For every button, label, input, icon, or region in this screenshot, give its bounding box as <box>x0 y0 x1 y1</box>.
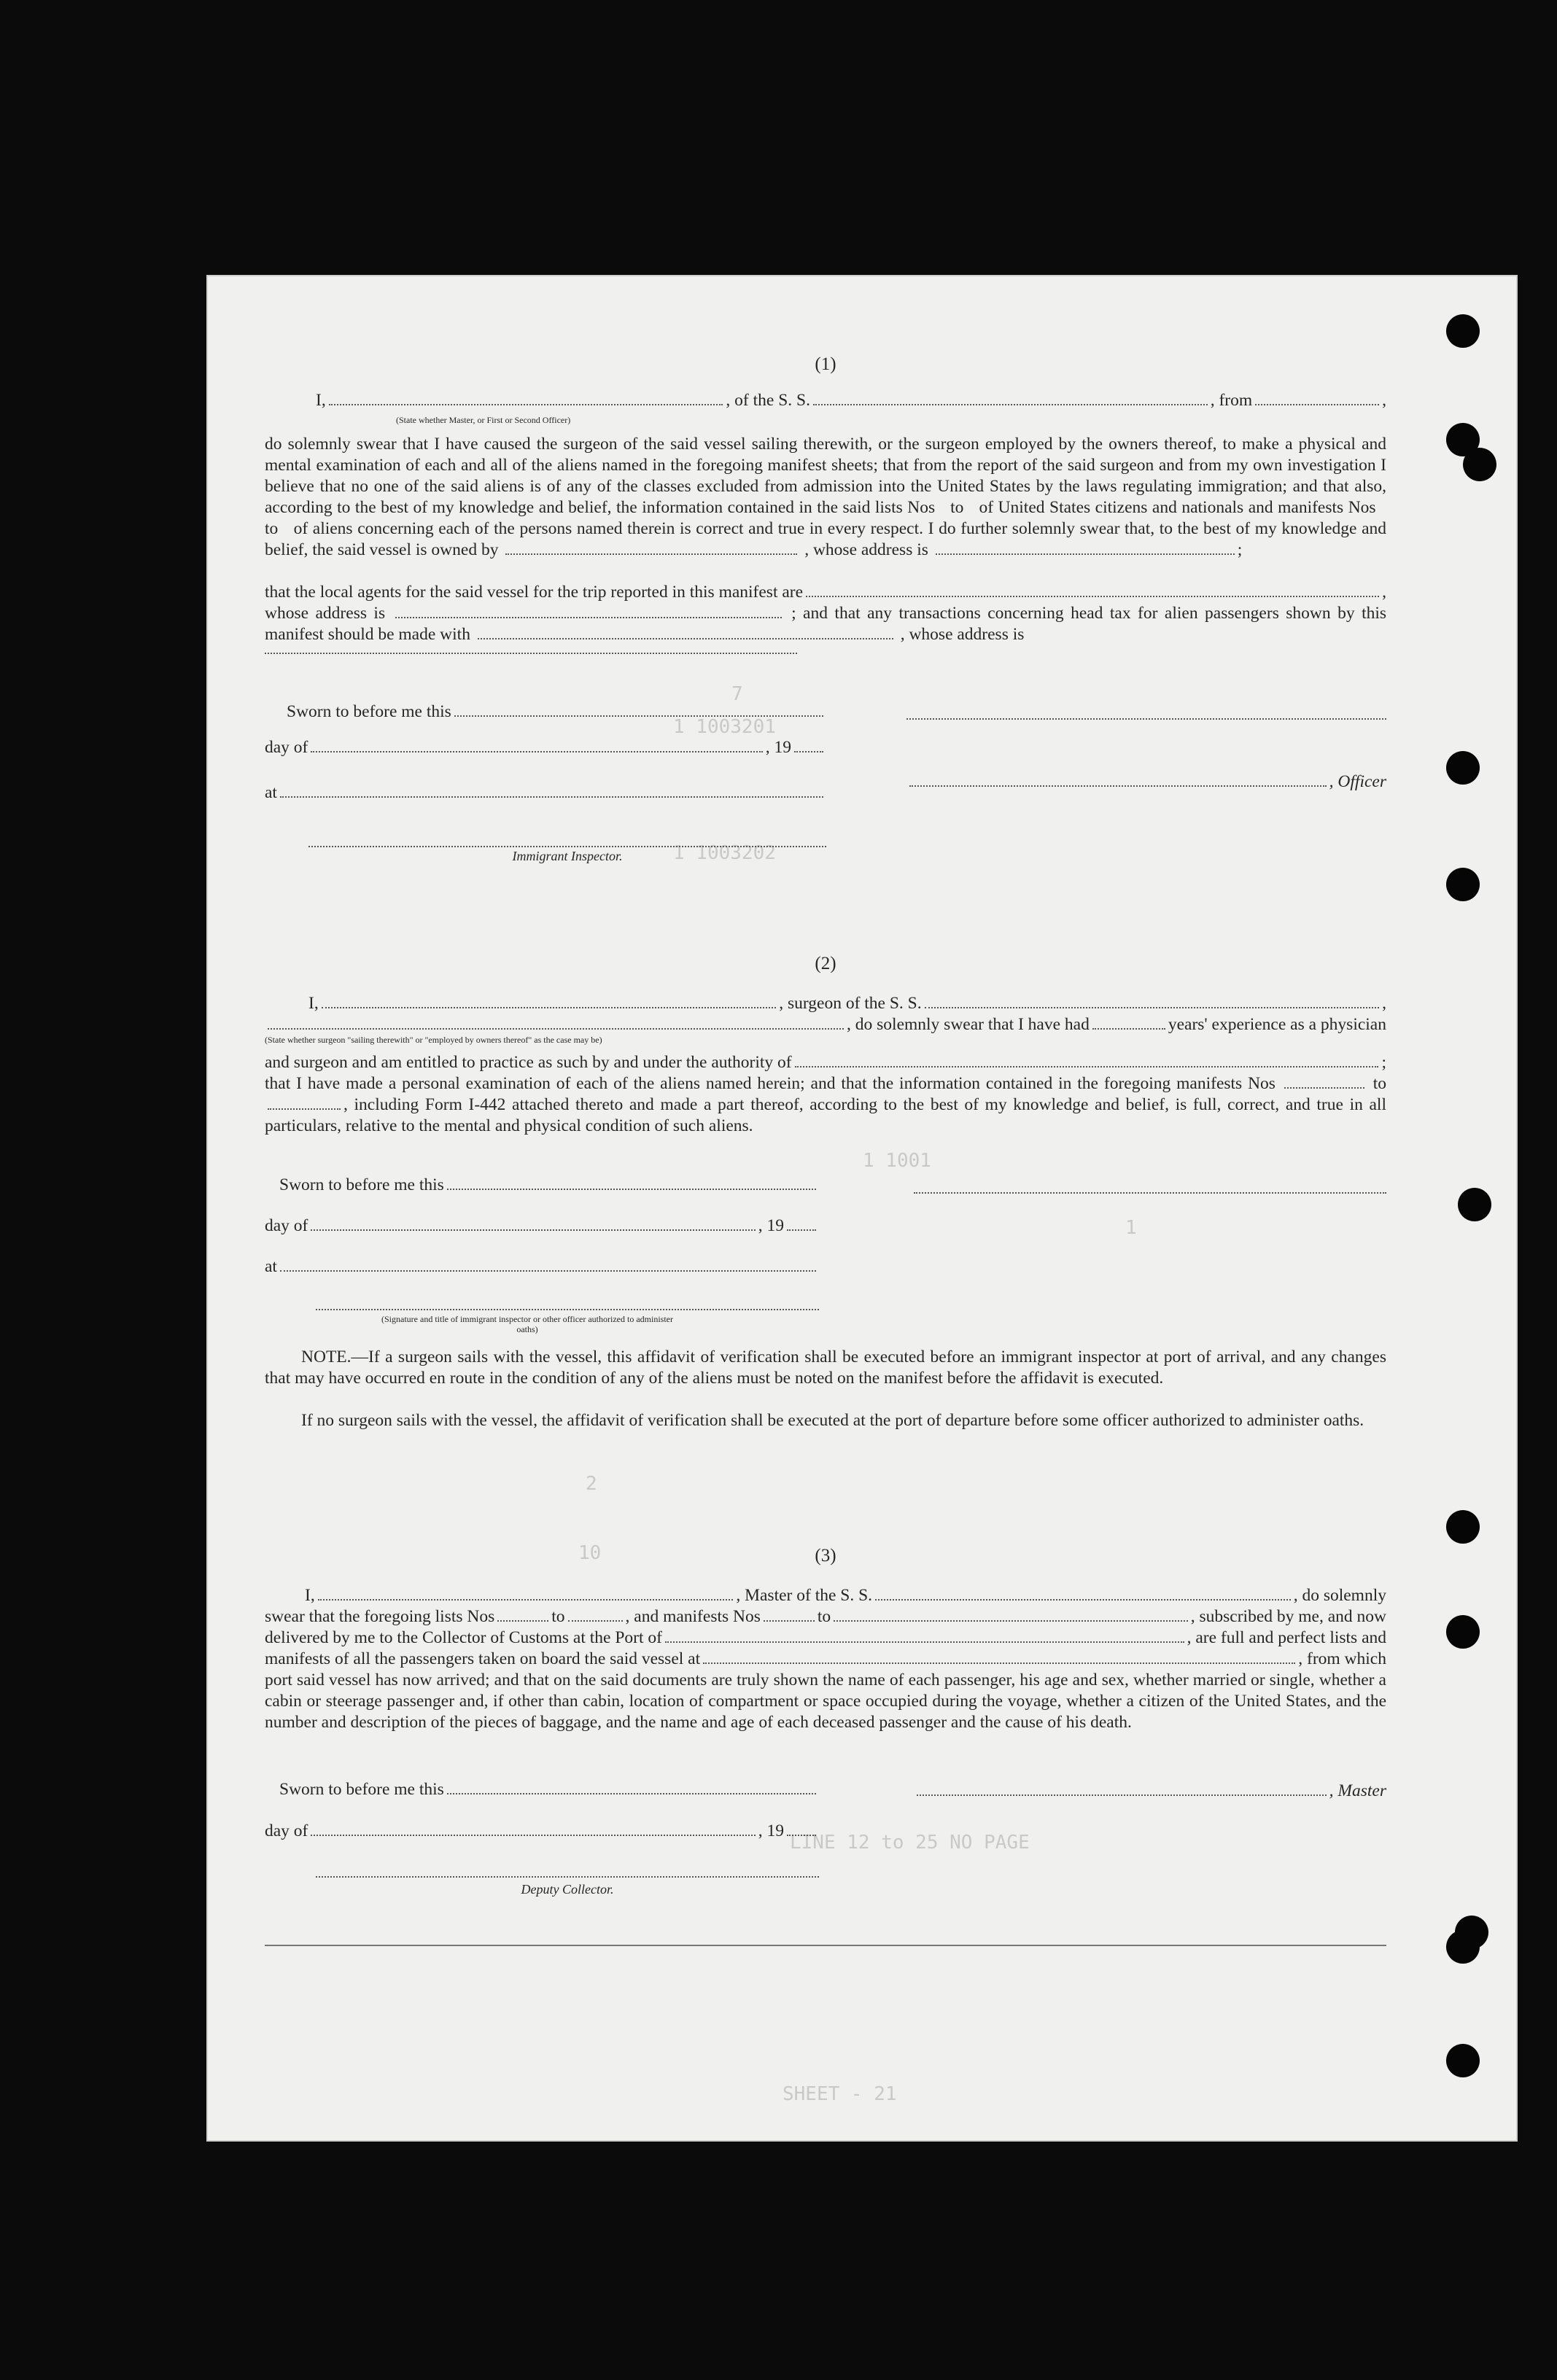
collector-label: Deputy Collector. <box>521 1882 614 1897</box>
text-to: to <box>265 519 279 538</box>
authority-text: and surgeon and am entitled to practice as such by and under the authority of <box>265 1053 792 1072</box>
day-of-text: day of <box>265 1216 308 1235</box>
port-field <box>665 1628 1184 1643</box>
surgeon-oath-text: that I have made a personal examination of each of the aliens named herein; and that the information contained in the foregoing manifests Nos <box>265 1074 1276 1093</box>
text-i: I, <box>316 391 326 410</box>
note-text: —If a surgeon sails with the vessel, this affidavit of verification shall be executed before an immigrant inspector at port of arrival, and any changes that may have occurred en route in the condition of any of the aliens must be noted on the manifest before the affidavit is executed. <box>265 1348 1386 1388</box>
section-3-opening-line <box>265 1585 1386 1606</box>
form-body <box>265 275 1386 2142</box>
vessel-name-field <box>813 391 1208 405</box>
bleed-through-text: 1 <box>1125 1217 1137 1239</box>
text-of-ss: , of the S. S. <box>726 391 810 410</box>
place-field <box>280 783 823 798</box>
surgeon-oath-text: , including Form I-442 attached thereto and made a part thereof, according to the best of my knowledge and belief, is full, correct, and true in all particulars, relative to the mental and physical condition of such aliens. <box>265 1095 1386 1135</box>
manifest-no-from <box>1284 1074 1364 1089</box>
punch-hole <box>1458 1188 1491 1221</box>
manifest-no-to <box>834 1607 1188 1622</box>
manifest-no-from <box>764 1607 815 1622</box>
section-2-body <box>265 1073 1386 1137</box>
surgeon-caption: (State whether surgeon "sailing therewith" or "employed by owners thereof" as the case may be) <box>265 1035 602 1045</box>
bleed-through-text: 1 1003201 <box>673 716 776 738</box>
section-3-body: port said vessel has now arrived; and that on the said documents are truly shown the name of each passenger, his age and sex, whether married or single, whether a cabin or steerage passenger and, if other than cabin, location of compartment or space occupied during the voyage, whether a citizen of the United States, and the number and description of the pieces of baggage, and the name and age of each deceased passenger and the cause of his death. <box>265 1671 1386 1732</box>
text-to: to <box>1372 1074 1387 1093</box>
oath-text: of aliens concerning each of the persons named therein is correct and true in every respect. I do further solemnly swear that, to the best of my knowledge and belief, the said vessel is owned by <box>265 519 1387 559</box>
punch-hole <box>1446 1930 1480 1964</box>
section-2-opening-line: I, , surgeon of the S. S. , <box>308 994 1387 1013</box>
surgeon-name-field <box>322 994 777 1008</box>
text-are-full: , are full and perfect lists and <box>1187 1628 1386 1647</box>
agents-line: that the local agents for the said vessel for the trip reported in this manifest are , <box>265 583 1386 602</box>
bleed-through-text: 7 <box>731 683 743 705</box>
agents-field <box>806 583 1379 597</box>
note-paragraph-2: If no surgeon sails with the vessel, the affidavit of verification shall be executed at the port of departure before some officer authorized to administer oaths. <box>301 1411 1364 1430</box>
master-name-field <box>318 1586 734 1601</box>
delivered-text: delivered by me to the Collector of Customs at the Port of <box>265 1628 662 1647</box>
day-of-text: day of <box>265 738 308 757</box>
authority-field <box>795 1053 1379 1068</box>
port-line <box>265 1628 1386 1649</box>
port-from-field <box>1255 391 1379 405</box>
text-subscribed: , subscribed by me, and now <box>1190 1607 1386 1626</box>
bleed-through-text: LINE 12 to 25 NO PAGE <box>790 1832 1030 1854</box>
surgeon-status-field <box>268 1015 844 1030</box>
note-label: NOTE. <box>301 1348 352 1366</box>
list-no-from <box>497 1607 548 1622</box>
embark-line <box>265 1649 1386 1670</box>
bleed-through-text: 10 <box>578 1542 602 1564</box>
section-1-oath-text: do solemnly swear that I have caused the surgeon of the said vessel sailing therewith, or the surgeon employed by the owners thereof, to make a physical and mental examination of each and all of the aliens named in the foregoing manifest sheets; that from the report of the said surgeon and from my own investigation I believe that no one of the said aliens is of any of the classes excluded from admission into the United States by the laws regulating immigration; and that also, according to the best of my knowledge and belief, the information contained in the said lists Nos to of United States citizens and nationals and manifests Nos to of aliens concerning each of the persons named therein is correct and true in every respect. I do further solemnly swear that, to the best of my knowledge and belief, the said vessel is owned by , whose address is ; <box>265 435 1387 559</box>
inspector-signature-line <box>308 833 826 847</box>
vessel-name-field <box>925 994 1380 1008</box>
section-2-number: (2) <box>815 954 836 973</box>
sworn-line <box>279 1779 819 1800</box>
officer-caption: (State whether Master, or First or Second Officer) <box>396 415 571 425</box>
head-tax-address-field <box>265 639 797 654</box>
month-field <box>311 1216 755 1231</box>
at-line <box>265 1256 819 1278</box>
officer-line <box>906 771 1386 793</box>
sworn-text: Sworn to before me this <box>287 702 451 721</box>
day-of-text: day of <box>265 1821 308 1840</box>
lists-line <box>265 1606 1386 1628</box>
text-address: , whose address is <box>804 540 928 559</box>
authority-line: and surgeon and am entitled to practice as such by and under the authority of ; <box>265 1053 1386 1072</box>
swear-text: swear that the foregoing lists Nos <box>265 1607 495 1626</box>
sworn-day-field <box>447 1780 816 1794</box>
head-tax-clause: ; and that any transactions concerning head tax for alien passengers shown by this manifest should be made with <box>265 604 1387 644</box>
month-field <box>311 1821 755 1836</box>
place-field <box>280 1257 816 1272</box>
inspector-caption: (Signature and title of immigrant inspector or other officer authorized to administer oaths) <box>381 1314 673 1334</box>
sworn-line <box>279 1175 819 1196</box>
years-field <box>1092 1015 1165 1030</box>
section-3-number: (3) <box>815 1546 836 1566</box>
form-page <box>206 275 1518 2142</box>
head-tax-contact-field <box>478 625 893 639</box>
bleed-through-text: 1 1003202 <box>673 842 776 864</box>
year-text: , 19 <box>758 1216 784 1235</box>
officer-signature-field <box>909 772 1327 787</box>
year-text: , 19 <box>765 738 791 757</box>
punch-hole <box>1446 2044 1480 2077</box>
vessel-name-field <box>875 1586 1291 1601</box>
year-field <box>787 1821 816 1836</box>
text-address: whose address is <box>265 604 386 623</box>
sworn-line <box>287 701 826 723</box>
section-1-number: (1) <box>815 354 836 374</box>
experience-line <box>265 1014 1386 1035</box>
day-of-line <box>265 1216 819 1237</box>
sworn-day-field <box>447 1175 816 1190</box>
day-of-line <box>265 737 826 758</box>
list-no-to <box>568 1607 623 1622</box>
punch-hole <box>1446 751 1480 785</box>
owner-field <box>505 540 797 555</box>
text-manifests: , and manifests Nos <box>625 1607 761 1626</box>
years-text: years' experience as a physician <box>1168 1015 1386 1034</box>
text-to: to <box>950 498 964 517</box>
oath-text: of United States citizens and nationals and manifests Nos <box>979 498 1376 517</box>
manifest-no-to <box>268 1095 341 1110</box>
text-from-which: , from which <box>1298 1649 1386 1668</box>
officer-label: , Officer <box>1329 772 1386 791</box>
text-to: to <box>817 1607 831 1626</box>
text-i: I, <box>305 1586 315 1605</box>
text-surgeon-of: , surgeon of the S. S. <box>779 994 922 1013</box>
text-i: I, <box>308 994 319 1013</box>
punch-hole <box>1446 1510 1480 1544</box>
punch-hole <box>1446 868 1480 901</box>
agents-text: that the local agents for the said vessel for the trip reported in this manifest are <box>265 583 804 602</box>
text-do-solemnly: , do solemnly <box>1293 1586 1386 1605</box>
surgeon-signature-line <box>914 1179 1386 1194</box>
sworn-text: Sworn to before me this <box>279 1175 444 1194</box>
note-paragraph <box>265 1347 1386 1389</box>
at-text: at <box>265 783 277 802</box>
oath-text: do solemnly swear that I have caused the surgeon of the said vessel sailing therewith, or the surgeon employed by the owners thereof, to make a physical and mental examination of each and all of the aliens named in the foregoing manifest sheets; that from the report of the said surgeon and from my own investigation I believe that no one of the said aliens is of any of the classes excluded from admission into the United States by the laws regulating immigration; and that also, according to the best of my knowledge and belief, the information contained in the said lists Nos <box>265 435 1386 517</box>
month-field <box>311 738 762 752</box>
text-address: , whose address is <box>900 625 1025 644</box>
master-signature-field <box>917 1781 1327 1796</box>
master-label: , Master <box>1329 1781 1386 1800</box>
swear-text: , do solemnly swear that I have had <box>847 1015 1090 1034</box>
at-text: at <box>265 1257 277 1276</box>
year-field <box>787 1216 816 1231</box>
inspector-signature-line <box>316 1296 819 1310</box>
punch-hole <box>1446 314 1480 348</box>
year-field <box>794 738 823 752</box>
owner-address-field <box>936 540 1235 555</box>
collector-signature-line <box>316 1863 819 1878</box>
officer-name-field <box>329 391 723 405</box>
sworn-text: Sworn to before me this <box>279 1780 444 1799</box>
at-line <box>265 782 826 804</box>
embark-port-field <box>703 1649 1295 1664</box>
inspector-label: Immigrant Inspector. <box>512 849 623 863</box>
agents-address-field <box>395 604 782 618</box>
bleed-through-text: 2 <box>586 1473 597 1495</box>
bottom-rule <box>265 1945 1386 1946</box>
day-of-line <box>265 1821 819 1842</box>
master-line <box>914 1781 1386 1802</box>
section-1-opening-line: I, , of the S. S. , from , <box>316 391 1387 410</box>
signature-line <box>906 705 1386 720</box>
punch-hole <box>1463 448 1496 481</box>
bleed-through-text: SHEET - 21 <box>783 2083 897 2105</box>
bleed-through-text: 1 1001 <box>863 1150 931 1172</box>
text-master-of: , Master of the S. S. <box>736 1586 873 1605</box>
year-text: , 19 <box>758 1821 784 1840</box>
sworn-day-field <box>454 702 823 717</box>
punch-hole <box>1446 1615 1480 1649</box>
text-to: to <box>551 1607 565 1626</box>
text-from: , from <box>1210 391 1253 410</box>
manifests-of-text: manifests of all the passengers taken on board the said vessel at <box>265 1649 701 1668</box>
